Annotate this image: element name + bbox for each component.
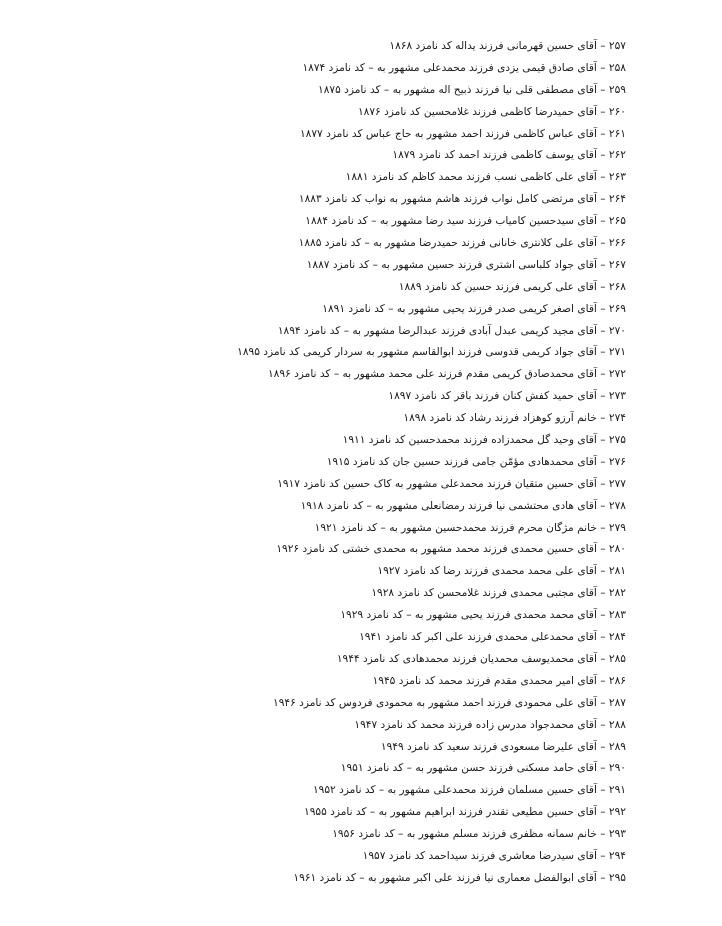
candidate-entry: ۲۷۶ – آقای محمدهادی مؤمّن جامی فرزند حسین جان کد نامزد ۱۹۱۵ [326, 455, 626, 468]
candidate-entry: ۲۶۸ – آقای علی کریمی فرزند حسین کد نامزد ۱۸۸۹ [398, 280, 626, 293]
candidate-entry: ۲۷۲ – آقای محمدصادق کریمی مقدم فرزند علی محمد مشهور به – کد نامزد ۱۸۹۶ [267, 368, 626, 381]
candidate-entry: ۲۷۰ – آقای مجید کریمی عبدل آبادی فرزند عبدالرضا مشهور به – کد نامزد ۱۸۹۴ [277, 324, 626, 337]
candidate-entry: ۲۷۱ – آقای جواد کریمی قدوسی فرزند ابوالقاسم مشهور به سردار کریمی کد نامزد ۱۸۹۵ [237, 346, 626, 359]
candidate-entry: ۲۷۹ – خانم مژگان محرم فرزند محمدحسین مشهور به – کد نامزد ۱۹۲۱ [314, 521, 626, 534]
candidate-entry: ۲۶۴ – آقای مرتضی کامل نواب فرزند هاشم مشهور به نواب کد نامزد ۱۸۸۳ [298, 193, 626, 206]
candidate-entry: ۲۸۶ – آقای امیر محمدی مقدم فرزند محمد کد نامزد ۱۹۴۵ [372, 674, 626, 687]
candidate-entry: ۲۵۸ – آقای صادق قیمی یزدی فرزند محمدعلی مشهور به – کد نامزد ۱۸۷۴ [302, 61, 626, 74]
candidate-entry: ۲۹۰ – آقای حامد مسکنی فرزند حسن مشهور به – کد نامزد ۱۹۵۱ [340, 762, 626, 775]
candidate-entry: ۲۵۹ – آقای مصطفی قلی نیا فرزند ذبیح اله مشهور به – کد نامزد ۱۸۷۵ [318, 83, 626, 96]
candidate-entry: ۲۶۳ – آقای علی کاظمی نسب فرزند محمد کاظم کد نامزد ۱۸۸۱ [345, 171, 626, 184]
candidate-entry: ۲۸۵ – آقای محمدیوسف محمدیان فرزند محمدهادی کد نامزد ۱۹۴۴ [336, 652, 626, 665]
candidate-entry: ۲۹۵ – آقای ابوالفضل معماری نیا فرزند علی اکبر مشهور به – کد نامزد ۱۹۶۱ [293, 871, 626, 884]
candidate-entry: ۲۹۴ – آقای سیدرضا معاشری فرزند سیداحمد کد نامزد ۱۹۵۷ [362, 849, 626, 862]
candidate-list [26, 36, 626, 890]
candidate-entry: ۲۶۱ – آقای عباس کاظمی فرزند احمد مشهور به حاج عباس کد نامزد ۱۸۷۷ [299, 127, 626, 140]
candidate-entry: ۲۶۹ – آقای اصغر کریمی صدر فرزند یحیی مشهور به – کد نامزد ۱۸۹۱ [322, 302, 626, 315]
candidate-entry: ۲۷۳ – آقای حمید کفش کنان فرزند باقر کد نامزد ۱۸۹۷ [388, 390, 626, 403]
candidate-entry: ۲۸۰ – آقای حسین محمدی فرزند محمد مشهور به محمدی خشتی کد نامزد ۱۹۲۶ [276, 543, 626, 556]
candidate-entry: ۲۷۸ – آقای هادی محتشمی نیا فرزند رمضانعلی مشهور به – کد نامزد ۱۹۱۸ [300, 499, 626, 512]
candidate-entry: ۲۸۹ – آقای علیرضا مسعودی فرزند سعید کد نامزد ۱۹۴۹ [380, 740, 626, 753]
candidate-entry: ۲۵۷ – آقای حسین قهرمانی فرزند یداله کد نامزد ۱۸۶۸ [389, 40, 626, 52]
candidate-entry: ۲۶۰ – آقای حمیدرضا کاظمی فرزند غلامحسین کد نامزد ۱۸۷۶ [357, 105, 626, 118]
candidate-entry: ۲۷۴ – خانم آرزو کوهزاد فرزند رشاد کد نامزد ۱۸۹۸ [403, 412, 626, 425]
candidate-entry: ۲۶۷ – آقای جواد کلباسی اشتری فرزند حسین مشهور به – کد نامزد ۱۸۸۷ [306, 258, 626, 271]
candidate-entry: ۲۶۲ – آقای یوسف کاظمی فرزند احمد کد نامزد ۱۸۷۹ [392, 149, 626, 162]
candidate-entry: ۲۹۱ – آقای حسین مسلمان فرزند محمدعلی مشهور به – کد نامزد ۱۹۵۲ [312, 784, 626, 797]
candidate-entry: ۲۹۲ – آقای حسین مطیعی تقندر فرزند ابراهیم مشهور به – کد نامزد ۱۹۵۵ [304, 806, 626, 819]
candidate-entry: ۲۶۵ – آقای سیدحسین کامیاب فرزند سید رضا مشهور به – کد نامزد ۱۸۸۴ [305, 215, 626, 228]
candidate-entry: ۲۶۶ – آقای علی کلانتری خانانی فرزند حمیدرضا مشهور به – کد نامزد ۱۸۸۵ [298, 237, 626, 250]
candidate-entry: ۲۷۷ – آقای حسین متقیان فرزند محمدعلی مشهور به کاک حسین کد نامزد ۱۹۱۷ [277, 477, 626, 490]
candidate-entry: ۲۸۸ – آقای محمدجواد مدرس زاده فرزند محمد کد نامزد ۱۹۴۷ [354, 718, 626, 731]
candidate-entry: ۲۸۳ – آقای محمد محمدی فرزند یحیی مشهور به – کد نامزد ۱۹۲۹ [340, 609, 626, 622]
candidate-entry: ۲۸۴ – آقای محمدعلی محمدی فرزند علی اکبر کد نامزد ۱۹۴۱ [359, 631, 626, 644]
candidate-entry: ۲۸۷ – آقای علی محمودی فرزند احمد مشهور به محمودی فردوس کد نامزد ۱۹۴۶ [273, 696, 626, 709]
candidate-entry: ۲۷۵ – آقای وحید گل محمدزاده فرزند محمدحسین کد نامزد ۱۹۱۱ [342, 434, 626, 447]
candidate-entry: ۲۸۱ – آقای علی محمد محمدی فرزند رضا کد نامزد ۱۹۲۷ [377, 565, 626, 578]
candidate-entry: ۲۸۲ – آقای مجتبی محمدی فرزند غلامحسن کد نامزد ۱۹۲۸ [371, 587, 626, 600]
candidate-entry: ۲۹۳ – خانم سمانه مظفری فرزند مسلم مشهور به – کد نامزد ۱۹۵۶ [332, 828, 626, 841]
